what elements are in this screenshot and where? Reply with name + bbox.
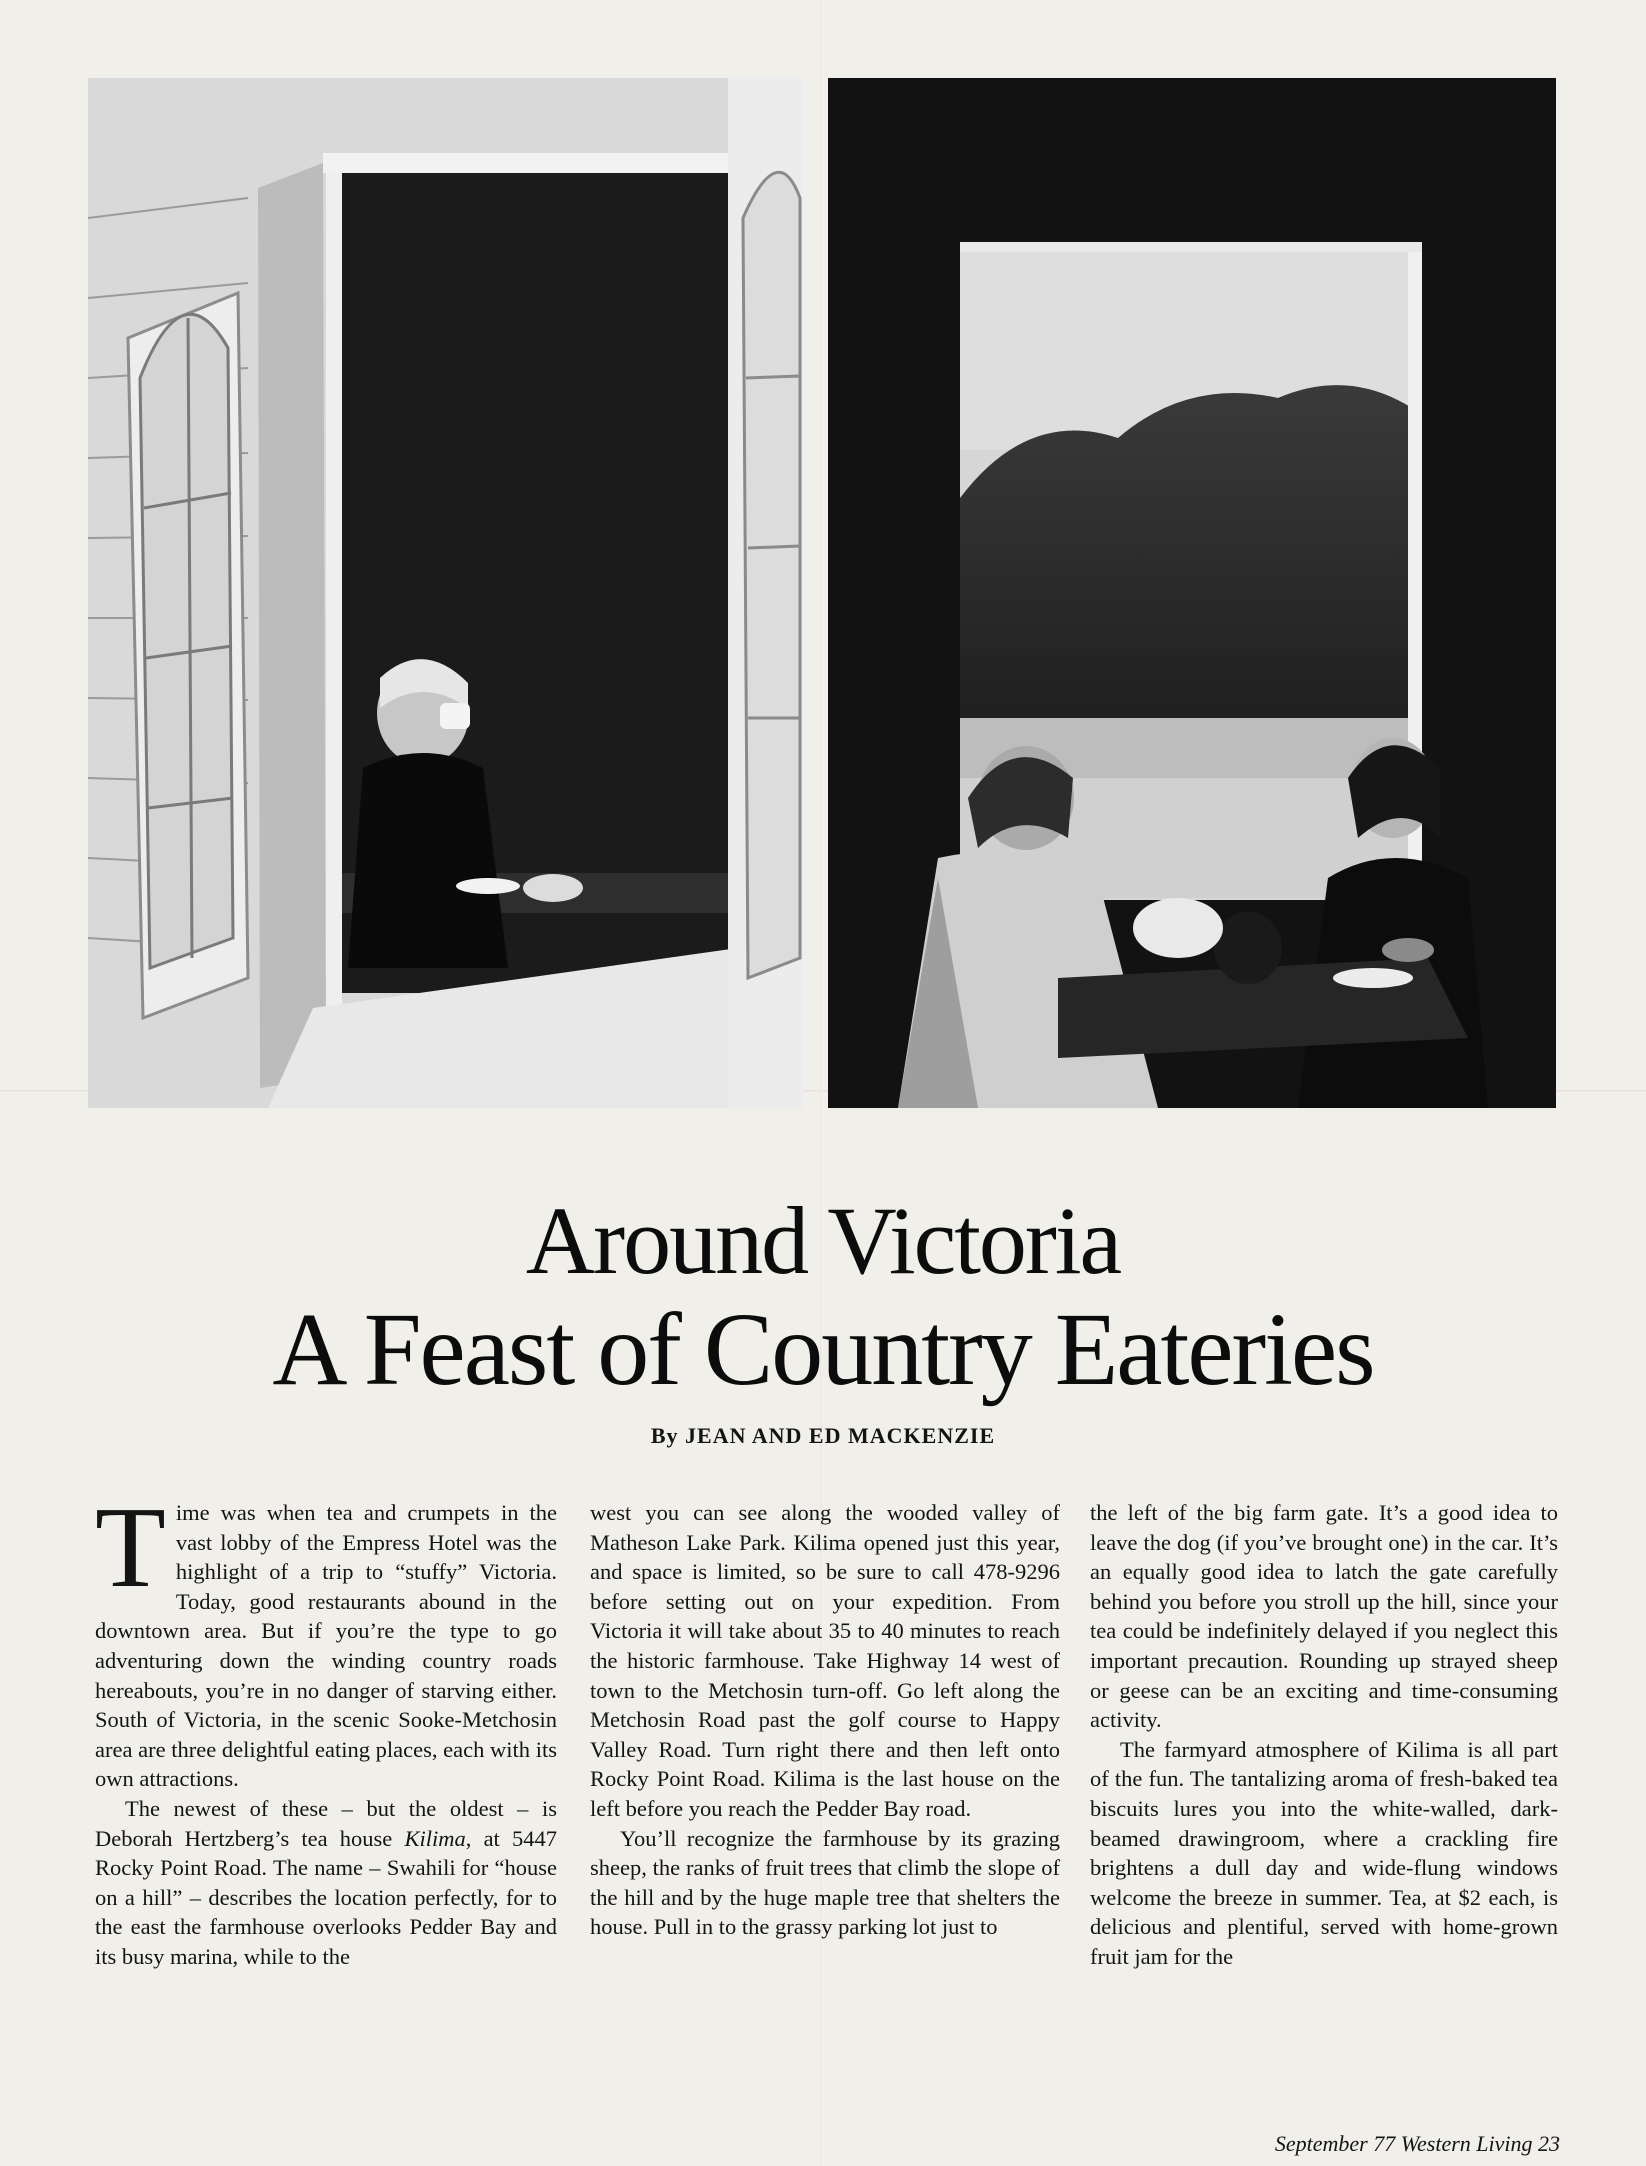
headline-line-1: Around Victoria <box>525 1187 1121 1294</box>
woman-drinking-tea-icon <box>88 78 803 1108</box>
article-paragraph <box>95 1484 557 1794</box>
article-paragraph: You’ll recognize the farmhouse by its grazing sheep, the ranks of fruit trees that climb the slope of the hill and by the huge maple tree that shelters the house. Pull in to the grassy parking lot just to <box>590 1825 1060 1940</box>
paragraph-text: ime was when tea and crumpets in the vast lobby of the Empress Hotel was the highlight of a trip to “stuffy” Victoria. Today, good restaurants abound in the downtown area. But if you’re the type to go adventuring down the winding country roads hereabouts, you’re in no danger of starving either. South of Victoria, in the scenic Sooke-Metchosin area are three delightful eating places, each with its own attractions. <box>95 1500 557 1792</box>
photo-diners-at-window <box>828 78 1556 1108</box>
article-paragraph: west you can see along the wooded valley of Matheson Lake Park. Kilima opened just this year, and space is limited, so be sure to call 478-9296 before setting out on your expedition. From Victoria it will take about 35 to 40 minutes to reach the historic farmhouse. Take Highway 14 west of town to the Metchosin turn-off. Go left along the Metchosin Road past the golf course to Happy Valley Road. Turn right there and then left onto Rocky Point Road. Kilima is the last house on the left before you reach the Pedder Bay road. <box>590 1500 1060 1821</box>
article-paragraph <box>95 1794 557 1972</box>
paragraph-text: The newest of these – but the oldest – is Deborah Hertzberg’s tea house <box>95 1795 557 1851</box>
drop-cap: T <box>95 1484 166 1612</box>
two-diners-at-table-icon <box>828 78 1556 1108</box>
article-column-1 <box>95 1484 557 1972</box>
article-column-3 <box>1090 1498 1558 1972</box>
photo-woman-at-window <box>88 78 803 1108</box>
article-paragraph: the left of the big farm gate. It’s a good idea to leave the dog (if you’ve brought one) in the car. It’s an equally good idea to latch the gate carefully behind you before you stroll up the hill, since your tea could be indefinitely delayed if you neglect this important precaution. Rounding up strayed sheep or geese can be an exciting and time-consuming activity. <box>1090 1500 1558 1733</box>
headline-line-2: A Feast of Country Eateries <box>272 1292 1374 1407</box>
article-column-2 <box>590 1498 1060 1942</box>
page-footer: September 77 Western Living 23 <box>1274 2131 1560 2156</box>
restaurant-name: Kilima <box>404 1825 466 1851</box>
article-paragraph: The farmyard atmosphere of Kilima is all part of the fun. The tantalizing aroma of fresh-baked tea biscuits lures you into the white-walled, dark-beamed drawingroom, where a crackling fire brightens a dull day and wide-flung windows welcome the breeze in summer. Tea, at $2 each, is delicious and plentiful, served with home-grown fruit jam for the <box>1090 1736 1558 1969</box>
paragraph-text: , at 5447 Rocky Point Road. The name – Swahili for “house on a hill” – describes the location perfectly, for to the east the farmhouse overlooks Pedder Bay and its busy marina, while to the <box>95 1825 557 1969</box>
byline: By JEAN AND ED MACKENZIE <box>650 1423 996 1448</box>
